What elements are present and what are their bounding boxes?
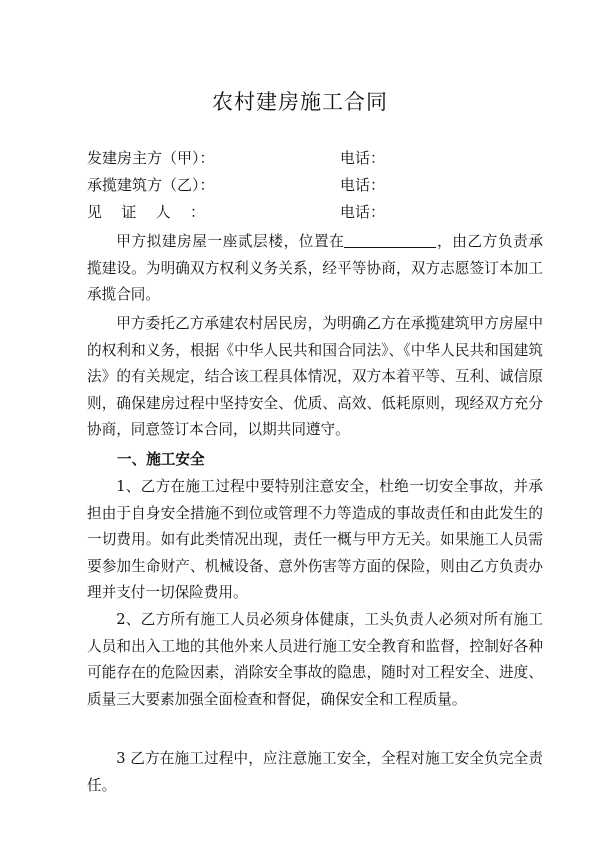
clause-3-paragraph: 3 乙方在施工过程中，应注意施工安全，全程对施工安全负完全责任。	[87, 750, 543, 794]
phone-label-owner: 电话：	[340, 149, 386, 167]
clause-1-paragraph: 1、乙方在施工过程中要特别注意安全，杜绝一切安全事故，并承担由于自身安全措施不到位或管理不力等造成的事故责任和由此发生的一切费用。如有此类情况出现，责任一概与甲方无关。如果施工人员需要参加生命财产、机械设备、意外伤害等方面的保险，则由乙方负责办理并支付一切保险费用。	[87, 478, 543, 601]
intro-paragraph	[87, 229, 543, 309]
party-row-owner	[87, 145, 547, 171]
document-title: 农村建房施工合同	[212, 90, 388, 114]
party-label-contractor: 承揽建筑方（乙）：	[87, 176, 215, 194]
clause-2-paragraph: 2、乙方所有施工人员必须身体健康，工头负责人必须对所有施工人员和出入工地的其他外来人员进行施工安全教育和监督，控制好各种可能存在的危险因素，消除安全事故的隐患，随时对工程安全、进度、质量三大要素加强全面检查和督促，确保安全和工程质量。	[87, 611, 543, 708]
party-row-contractor	[87, 172, 547, 198]
party-label-witness: 见证人：	[87, 203, 205, 221]
intro-text-before: 甲方拟建房屋一座贰层楼，位置在	[116, 233, 345, 250]
location-blank-line	[344, 231, 436, 248]
phone-label-contractor: 电话：	[340, 176, 386, 194]
intro-text-after: ，由乙方负责承揽建设。为明确双方权利义务关系，经平等协商，双方志愿签订本加工承揽合同。	[87, 233, 543, 303]
preamble-paragraph: 甲方委托乙方承建农村居民房，为明确乙方在承揽建筑甲方房屋中的权利和义务，根据《中华人民共和国合同法》、《中华人民共和国建筑法》的有关规定，结合该工程具体情况，双方本着平等、互利、诚信原则，确保建房过程中坚持安全、优质、高效、低耗原则，现经双方充分协商，同意签订本合同，以期共同遵守。	[87, 315, 543, 438]
party-label-owner: 发建房主方（甲）：	[87, 149, 215, 167]
section-heading-safety: 一、施工安全	[117, 451, 205, 468]
party-row-witness	[87, 199, 547, 225]
phone-label-witness: 电话：	[340, 203, 386, 221]
